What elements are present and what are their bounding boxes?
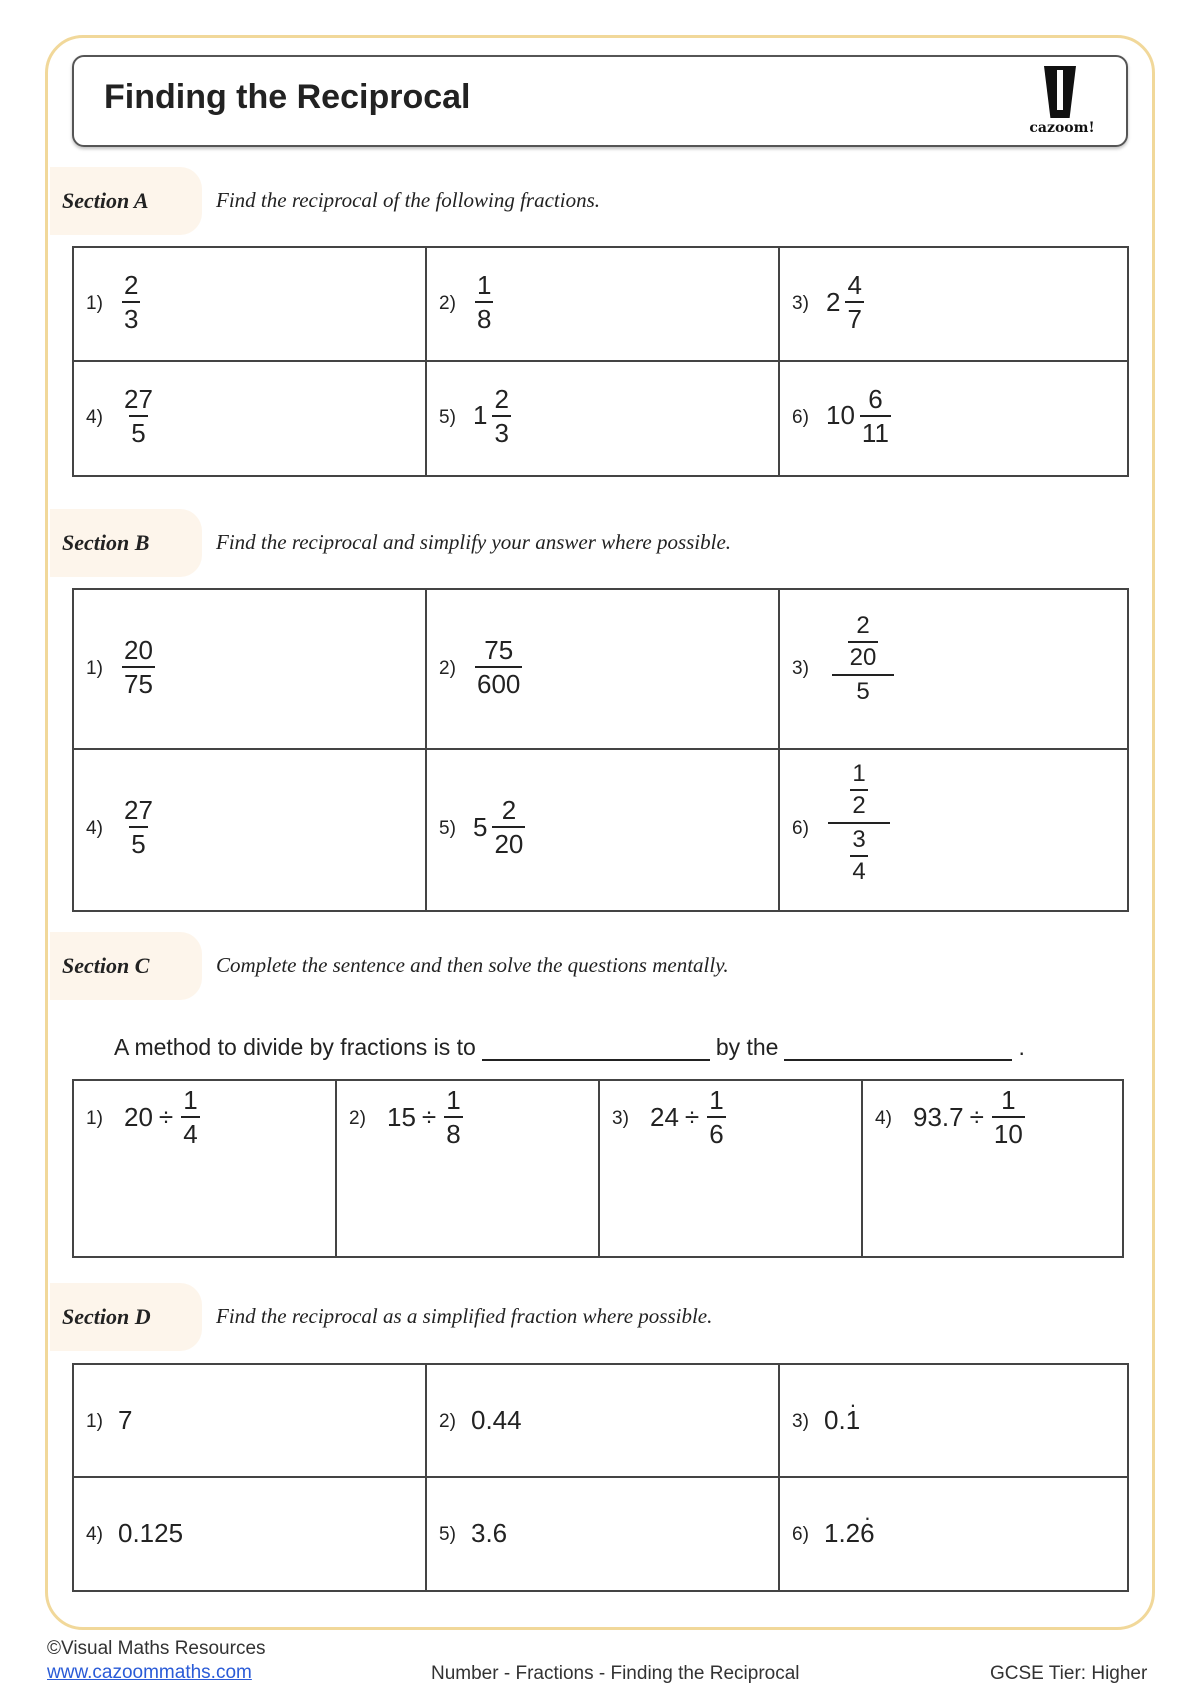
- question-cell[interactable]: [780, 248, 1127, 362]
- question-cell[interactable]: [427, 1365, 780, 1478]
- question-number: 4): [86, 1523, 103, 1545]
- question-cell[interactable]: [863, 1081, 1122, 1256]
- section-b-instruction: Find the reciprocal and simplify your answer where possible.: [216, 530, 732, 554]
- fraction: $\frac{27}{5}$: [124, 795, 153, 859]
- question-expression: 2 $\frac{4}{7}$: [826, 270, 862, 334]
- question-cell[interactable]: [74, 1478, 427, 1591]
- question-cell[interactable]: [780, 750, 1127, 910]
- question-number: 2): [439, 1411, 456, 1432]
- question-number: 5): [439, 818, 456, 839]
- question-number: 3): [612, 1108, 629, 1129]
- logo-text: cazoom!: [1029, 120, 1095, 136]
- question-expression: 1.2 . 6: [824, 1518, 875, 1549]
- section-d-grid: [72, 1363, 1129, 1592]
- footer-topic: Number - Fractions - Finding the Reciprocal: [431, 1663, 800, 1684]
- question-expression: 20 ÷ $\frac{1}{4}$: [124, 1085, 198, 1149]
- fraction: $\frac{1}{4}$: [183, 1085, 198, 1149]
- question-expression: [473, 272, 495, 332]
- recurring-digit: . 6: [860, 1518, 874, 1549]
- section-d-instruction: Find the reciprocal as a simplified fraction where possible.: [216, 1304, 713, 1328]
- question-expression: 0.125: [118, 1517, 184, 1548]
- question-cell[interactable]: [74, 1081, 337, 1256]
- question-number: 6): [792, 1523, 809, 1545]
- section-c-grid: [72, 1079, 1124, 1258]
- question-expression: 7: [118, 1405, 133, 1435]
- fraction: $\frac{2}{3}$: [124, 270, 139, 334]
- question-cell[interactable]: [74, 750, 427, 910]
- section-a-grid: [72, 246, 1129, 477]
- question-cell[interactable]: [427, 362, 780, 476]
- question-number: 2): [349, 1108, 366, 1129]
- fraction: $\frac{2}{20}$: [849, 612, 877, 671]
- question-number: 1): [86, 1108, 103, 1129]
- question-expression: [120, 383, 157, 448]
- section-a-instruction: Find the reciprocal of the following fractions.: [216, 188, 600, 212]
- question-expression: [473, 637, 524, 697]
- question-expression: 3.6: [471, 1517, 508, 1548]
- question-expression: 1 $\frac{2}{3}$: [473, 383, 509, 448]
- question-expression: 0. . 1: [824, 1405, 860, 1436]
- fraction: $\frac{4}{7}$: [847, 270, 862, 334]
- question-expression: [120, 272, 142, 332]
- question-expression: [120, 797, 157, 857]
- fraction: $\frac{1}{8}$: [446, 1085, 461, 1149]
- question-number: 3): [792, 658, 809, 679]
- fraction: $\frac{3}{4}$: [852, 826, 866, 885]
- recurring-digit: . 1: [846, 1405, 860, 1436]
- section-b-label: Section B: [62, 530, 150, 555]
- question-cell[interactable]: [74, 248, 427, 362]
- question-number: 6): [792, 406, 809, 428]
- answer-blank-2[interactable]: [784, 1041, 1012, 1061]
- question-number: 3): [792, 293, 809, 314]
- question-cell[interactable]: [600, 1081, 863, 1256]
- complex-fraction: [828, 758, 890, 888]
- question-cell[interactable]: [780, 362, 1127, 476]
- question-expression: 5 $\frac{2}{20}$: [473, 795, 524, 859]
- footer-copyright: ©Visual Maths Resources: [47, 1638, 266, 1659]
- question-number: 4): [86, 406, 103, 428]
- fraction: $\frac{6}{11}$: [861, 383, 889, 448]
- question-cell[interactable]: [74, 590, 427, 750]
- question-expression: 24 ÷ $\frac{1}{6}$: [650, 1085, 724, 1149]
- question-expression: [120, 637, 157, 697]
- fraction: $\frac{1}{10}$: [993, 1085, 1023, 1149]
- fraction: $\frac{27}{5}$: [124, 383, 153, 448]
- question-cell[interactable]: [74, 362, 427, 476]
- fraction: $\frac{1}{2}$: [852, 760, 866, 819]
- question-number: 3): [792, 1411, 809, 1432]
- question-number: 5): [439, 406, 456, 428]
- question-cell[interactable]: [427, 248, 780, 362]
- website-link[interactable]: www.cazoommaths.com: [47, 1662, 252, 1683]
- question-cell[interactable]: [337, 1081, 600, 1256]
- question-cell[interactable]: [427, 1478, 780, 1591]
- question-number: 1): [86, 1411, 103, 1432]
- page-title: Finding the Reciprocal: [104, 78, 471, 116]
- question-number: 2): [439, 293, 456, 314]
- section-d-label: Section D: [62, 1304, 151, 1329]
- question-cell[interactable]: [780, 590, 1127, 750]
- fraction: $\frac{20}{75}$: [124, 635, 153, 699]
- question-number: 5): [439, 1523, 456, 1545]
- question-expression: 0.44: [471, 1405, 522, 1435]
- question-number: 1): [86, 658, 103, 679]
- question-number: 6): [792, 818, 809, 839]
- question-number: 1): [86, 293, 103, 314]
- question-number: 4): [86, 818, 103, 839]
- question-number: 2): [439, 658, 456, 679]
- section-c-label: Section C: [62, 953, 150, 978]
- question-expression: 15 ÷ $\frac{1}{8}$: [387, 1085, 461, 1149]
- fraction: $\frac{2}{3}$: [494, 383, 509, 448]
- cup-icon: [1044, 66, 1076, 118]
- question-expression: 93.7 ÷ $\frac{1}{10}$: [913, 1085, 1023, 1149]
- fraction: $\frac{2}{20}$: [494, 795, 524, 859]
- complex-fraction: $\frac{2}{20}$ 5: [832, 610, 894, 708]
- question-cell[interactable]: [427, 750, 780, 910]
- cazoom-logo: [1022, 66, 1102, 142]
- question-cell[interactable]: [780, 1478, 1127, 1591]
- answer-blank-1[interactable]: [482, 1041, 710, 1061]
- fraction: $\frac{75}{600}$: [477, 635, 521, 699]
- question-cell[interactable]: [427, 590, 780, 750]
- fraction: $\frac{1}{6}$: [709, 1085, 724, 1149]
- question-number: 4): [875, 1108, 892, 1129]
- footer-tier: GCSE Tier: Higher: [990, 1663, 1148, 1684]
- section-b-grid: [72, 588, 1129, 912]
- question-cell[interactable]: [74, 1365, 427, 1478]
- question-expression: 10 $\frac{6}{11}$: [826, 383, 889, 448]
- section-c-instruction: Complete the sentence and then solve the questions mentally.: [216, 953, 729, 977]
- footer-link[interactable]: [47, 1662, 252, 1684]
- fraction: $\frac{1}{8}$: [477, 270, 492, 334]
- question-cell[interactable]: [780, 1365, 1127, 1478]
- method-sentence: A method to divide by fractions is to by the .: [114, 1034, 1025, 1060]
- section-a-label: Section A: [62, 188, 149, 213]
